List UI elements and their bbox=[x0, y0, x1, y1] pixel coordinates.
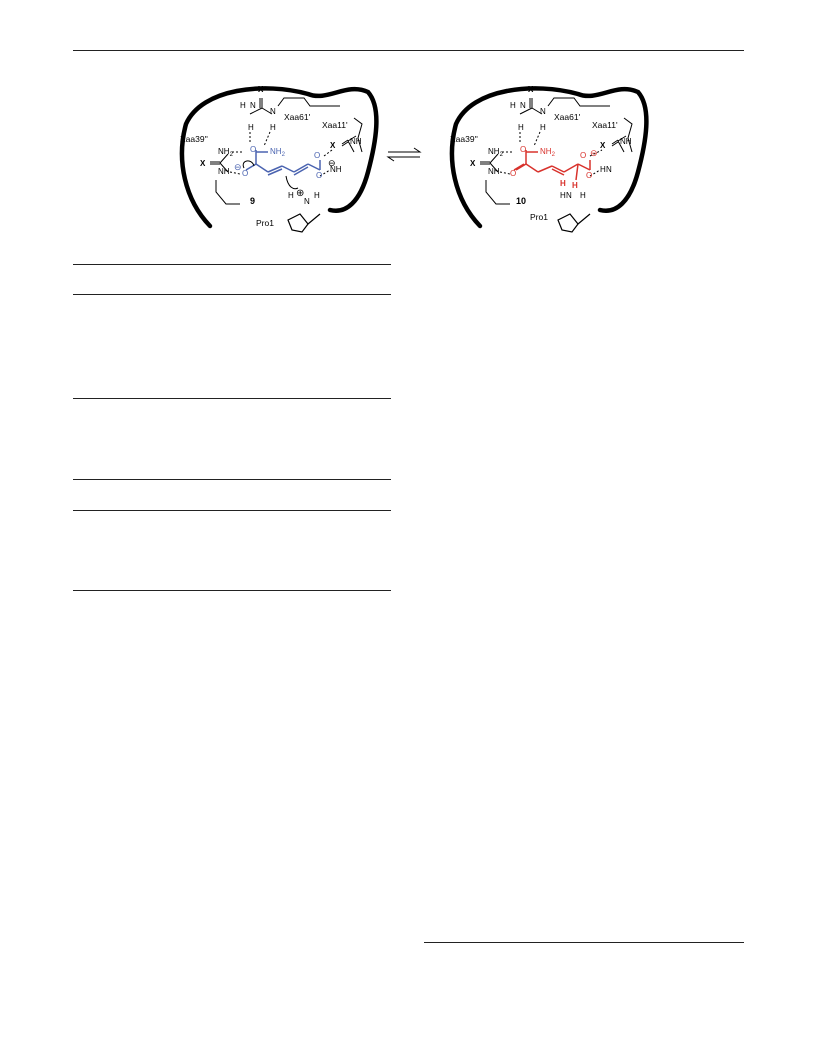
residue-label: Xaa61' bbox=[284, 112, 311, 122]
atom-x: X bbox=[528, 85, 534, 94]
enzyme-pocket-right bbox=[450, 85, 646, 232]
atom-h: H bbox=[580, 191, 586, 200]
enzyme-pocket-left bbox=[180, 85, 376, 232]
residue-label: Pro1 bbox=[256, 218, 274, 228]
atom-h: H bbox=[510, 101, 516, 110]
atom-n: N bbox=[304, 197, 310, 206]
table-rule bbox=[73, 510, 391, 511]
atom-nh: NH bbox=[488, 167, 500, 176]
residue-label: Xaa61' bbox=[554, 112, 581, 122]
atom-o: O bbox=[520, 145, 527, 154]
table-rule bbox=[73, 294, 391, 295]
residue-label: Xaa39'' bbox=[450, 134, 478, 144]
atom-h: H bbox=[270, 123, 276, 132]
atom-n: N bbox=[540, 107, 546, 116]
atom-o: O bbox=[242, 169, 249, 178]
residue-label: Xaa11' bbox=[592, 120, 618, 130]
atom-o: O bbox=[250, 145, 257, 154]
atom-n: N bbox=[606, 165, 612, 174]
atom-h: H bbox=[572, 181, 578, 190]
reaction-scheme bbox=[170, 80, 650, 240]
atom-nh: NH bbox=[330, 165, 342, 174]
header-rule bbox=[73, 50, 744, 51]
atom-nh2: $NH_2$ bbox=[218, 147, 233, 158]
atom-h: H bbox=[518, 123, 524, 132]
minus-charge: ⊖ bbox=[234, 162, 242, 172]
atom-n: N bbox=[566, 191, 572, 200]
atom-x: X bbox=[470, 159, 476, 168]
residue-label: Pro1 bbox=[530, 212, 548, 222]
atom-x: X bbox=[258, 85, 264, 94]
equilibrium-arrow bbox=[388, 148, 420, 171]
plus-charge: ⊕ bbox=[296, 188, 305, 199]
atom-o: O bbox=[510, 169, 517, 178]
atom-x: X bbox=[330, 141, 336, 150]
atom-h: H bbox=[560, 191, 566, 200]
table-rule bbox=[73, 479, 391, 480]
atom-h: H bbox=[560, 179, 566, 188]
atom-o: O bbox=[316, 171, 323, 180]
table-rule bbox=[73, 264, 391, 265]
residue-label: Xaa39'' bbox=[180, 134, 208, 144]
atom-n: N bbox=[250, 101, 256, 110]
atom-h: H bbox=[540, 123, 546, 132]
atom-o: O bbox=[580, 151, 587, 160]
atom-o: O bbox=[586, 171, 593, 180]
minus-charge: ⊖ bbox=[328, 158, 336, 168]
atom-nh2: $NH_2$ bbox=[488, 147, 503, 158]
equilibrium-symbol: ⇌ bbox=[396, 170, 397, 171]
compound-number: 10 bbox=[516, 196, 527, 206]
atom-x: X bbox=[600, 141, 606, 150]
atom-nh2: $NH_2$ bbox=[540, 147, 555, 158]
atom-n: N bbox=[270, 107, 276, 116]
atom-o: O bbox=[314, 151, 321, 160]
minus-charge: ⊖ bbox=[590, 148, 598, 158]
atom-n: N bbox=[520, 101, 526, 110]
atom-x: X bbox=[200, 159, 206, 168]
atom-h: H bbox=[288, 191, 294, 200]
atom-h: H bbox=[600, 165, 606, 174]
atom-nh2: $NH_2$ bbox=[270, 147, 285, 158]
atom-h: H bbox=[240, 101, 246, 110]
atom-nh: NH bbox=[620, 137, 632, 146]
footnote-rule bbox=[424, 942, 744, 943]
atom-nh: NH bbox=[350, 137, 362, 146]
atom-h: H bbox=[248, 123, 254, 132]
residue-label: Xaa11' bbox=[322, 120, 348, 130]
table-rule bbox=[73, 590, 391, 591]
table-rule bbox=[73, 398, 391, 399]
compound-number: 9 bbox=[250, 196, 256, 206]
atom-h: H bbox=[314, 191, 320, 200]
atom-nh: NH bbox=[218, 167, 230, 176]
